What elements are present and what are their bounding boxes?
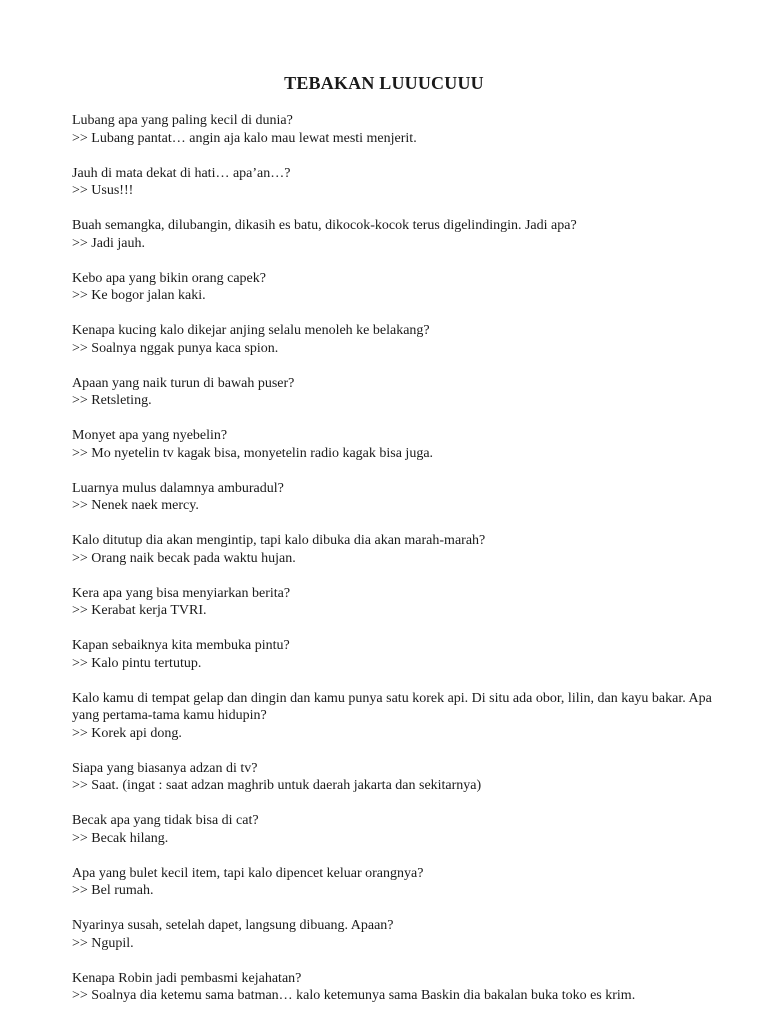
riddle-question: Becak apa yang tidak bisa di cat? bbox=[72, 813, 259, 828]
riddle-answer: >> Lubang pantat… angin aja kalo mau lewat mesti menjerit. bbox=[72, 130, 417, 146]
riddle-answer: >> Kalo pintu tertutup. bbox=[72, 655, 202, 671]
riddle-item bbox=[72, 165, 732, 200]
riddle-list bbox=[72, 112, 732, 1022]
riddle-answer: >> Orang naik becak pada waktu hujan. bbox=[72, 550, 296, 566]
riddle-item bbox=[72, 585, 732, 620]
riddle-item bbox=[72, 270, 732, 305]
riddle-answer: >> Korek api dong. bbox=[72, 725, 182, 741]
riddle-item bbox=[72, 480, 732, 515]
riddle-question: Kenapa Robin jadi pembasmi kejahatan? bbox=[72, 970, 302, 986]
document-title: TEBAKAN LUUUCUUU bbox=[284, 73, 484, 93]
riddle-question: Nyarinya susah, setelah dapet, langsung dibuang. Apaan? bbox=[72, 918, 394, 933]
riddle-question: Kapan sebaiknya kita membuka pintu? bbox=[72, 638, 290, 653]
riddle-item bbox=[72, 865, 732, 900]
riddle-question: Apa yang bulet kecil item, tapi kalo dipencet keluar orangnya? bbox=[72, 865, 424, 881]
riddle-question: Siapa yang biasanya adzan di tv? bbox=[72, 760, 258, 776]
riddle-question: Monyet apa yang nyebelin? bbox=[72, 428, 228, 443]
riddle-item bbox=[72, 637, 732, 672]
riddle-question: Kalo kamu di tempat gelap dan dingin dan kamu punya satu korek api. Di situ ada obor, lilin, dan kayu bakar. Apa yang pertama-tama kamu hidupin? bbox=[72, 690, 712, 723]
riddle-item bbox=[72, 427, 732, 462]
riddle-item bbox=[72, 112, 732, 147]
riddle-answer: >> Becak hilang. bbox=[72, 830, 169, 846]
riddle-answer: >> Saat. (ingat : saat adzan maghrib untuk daerah jakarta dan sekitarnya) bbox=[72, 778, 482, 793]
riddle-question: Buah semangka, dilubangin, dikasih es batu, dikocok-kocok terus digelindingin. Jadi apa? bbox=[72, 218, 577, 233]
riddle-question: Apaan yang naik turun di bawah puser? bbox=[72, 375, 295, 391]
riddle-answer: >> Kerabat kerja TVRI. bbox=[72, 603, 207, 618]
riddle-answer: >> Usus!!! bbox=[72, 183, 134, 198]
riddle-item bbox=[72, 812, 732, 847]
riddle-answer: >> Bel rumah. bbox=[72, 883, 154, 898]
riddle-question: Luarnya mulus dalamnya amburadul? bbox=[72, 480, 284, 496]
riddle-question: Kera apa yang bisa menyiarkan berita? bbox=[72, 585, 291, 601]
riddle-item bbox=[72, 532, 732, 567]
riddle-item bbox=[72, 322, 732, 357]
riddle-answer: >> Ke bogor jalan kaki. bbox=[72, 288, 206, 303]
riddle-question: Kebo apa yang bikin orang capek? bbox=[72, 270, 266, 286]
riddle-item bbox=[72, 917, 732, 952]
riddle-question: Kenapa kucing kalo dikejar anjing selalu menoleh ke belakang? bbox=[72, 323, 430, 338]
riddle-question: Kalo ditutup dia akan mengintip, tapi kalo dibuka dia akan marah-marah? bbox=[72, 533, 486, 548]
riddle-answer: >> Jadi jauh. bbox=[72, 235, 145, 251]
riddle-answer: >> Soalnya dia ketemu sama batman… kalo ketemunya sama Baskin dia bakalan buka toko es krim. bbox=[72, 988, 636, 1003]
riddle-answer: >> Nenek naek mercy. bbox=[72, 498, 199, 513]
riddle-item bbox=[72, 690, 732, 743]
riddle-question: Jauh di mata dekat di hati… apa’an…? bbox=[72, 165, 291, 181]
riddle-item bbox=[72, 760, 732, 795]
riddle-item bbox=[72, 217, 732, 252]
riddle-answer: >> Mo nyetelin tv kagak bisa, monyetelin radio kagak bisa juga. bbox=[72, 445, 434, 461]
riddle-answer: >> Soalnya nggak punya kaca spion. bbox=[72, 340, 279, 356]
riddle-answer: >> Retsleting. bbox=[72, 393, 152, 408]
riddle-answer: >> Ngupil. bbox=[72, 935, 134, 951]
riddle-item bbox=[72, 375, 732, 410]
riddle-item bbox=[72, 970, 732, 1005]
riddle-question: Lubang apa yang paling kecil di dunia? bbox=[72, 113, 293, 128]
